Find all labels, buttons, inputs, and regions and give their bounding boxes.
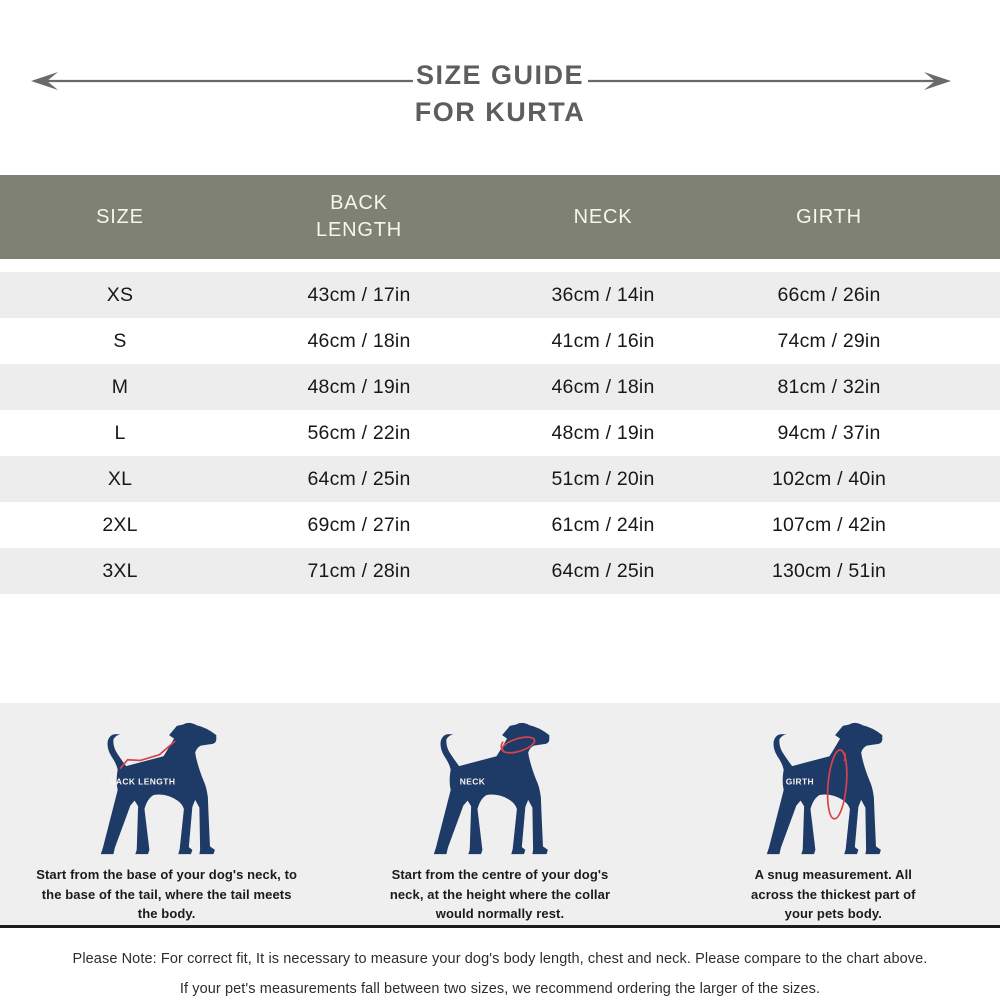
back-length-cell: 69cm / 27in: [307, 513, 411, 536]
table-row-s: [0, 318, 1000, 364]
guide-neck: [333, 716, 666, 925]
column-header-size: [0, 204, 240, 231]
back-length-cell: 43cm / 17in: [307, 283, 411, 306]
size-cell: 2XL: [102, 513, 138, 536]
size-cell: XS: [106, 283, 134, 306]
dog-back-length-illustration: [86, 716, 248, 857]
measurement-guide-section: [0, 703, 1000, 925]
back-length-cell: 46cm / 18in: [307, 329, 411, 352]
footer-note: [0, 925, 1000, 1000]
footer-note-line1: Please Note: For correct fit, It is necessary to measure your dog's body length, chest and neck. Please compare to the chart above.: [72, 951, 928, 967]
size-cell: S: [113, 329, 127, 352]
back-length-cell: 64cm / 25in: [307, 467, 411, 490]
size-table: [0, 175, 1000, 594]
table-row-xs: [0, 272, 1000, 318]
size-cell: L: [114, 421, 126, 444]
table-header-row: [0, 175, 1000, 259]
column-header-back-length: [240, 190, 478, 244]
size-cell: XL: [107, 467, 133, 490]
girth-cell: 102cm / 40in: [771, 467, 887, 490]
dog-girth-illustration: [752, 716, 914, 857]
table-row-xl: [0, 456, 1000, 502]
back-length-cell: 71cm / 28in: [307, 559, 411, 582]
column-header-neck: [478, 204, 728, 231]
neck-cell: 41cm / 16in: [551, 329, 655, 352]
header-gap: [0, 259, 1000, 272]
dog-silhouette-icon: [767, 723, 883, 854]
guide-back-length: [0, 716, 333, 925]
guide-description-back-length: Start from the base of your dog's neck, to the base of the tail, where the tail meets the body.: [36, 867, 298, 921]
column-header-girth-label: GIRTH: [796, 205, 862, 228]
girth-cell: 130cm / 51in: [771, 559, 887, 582]
table-body: [0, 272, 1000, 594]
girth-cell: 74cm / 29in: [777, 329, 881, 352]
column-header-neck-label: NECK: [573, 205, 633, 228]
neck-cell: 64cm / 25in: [551, 559, 655, 582]
guide-description-neck: Start from the centre of your dog's neck, at the height where the collar would normally rest.: [389, 867, 611, 921]
page-title: [0, 57, 1000, 131]
girth-cell: 107cm / 42in: [771, 513, 887, 536]
neck-cell: 48cm / 19in: [551, 421, 655, 444]
page-title-line1: SIZE GUIDE: [415, 60, 585, 90]
back-length-cell: 56cm / 22in: [307, 421, 411, 444]
dog-label-neck: NECK: [459, 776, 486, 787]
size-cell: 3XL: [102, 559, 138, 582]
girth-cell: 94cm / 37in: [777, 421, 881, 444]
page-title-line2: FOR KURTA: [414, 97, 586, 127]
table-row-m: [0, 364, 1000, 410]
table-row-2xl: [0, 502, 1000, 548]
column-header-size-label: SIZE: [96, 205, 144, 228]
column-header-girth: [728, 204, 1000, 231]
neck-cell: 36cm / 14in: [551, 283, 655, 306]
neck-cell: 51cm / 20in: [551, 467, 655, 490]
guide-girth: [667, 716, 1000, 925]
guide-description-girth: A snug measurement. All across the thickest part of your pets body.: [751, 867, 916, 921]
dog-label-back-length: BACK LENGTH: [108, 776, 176, 787]
table-row-l: [0, 410, 1000, 456]
neck-cell: 61cm / 24in: [551, 513, 655, 536]
size-cell: M: [111, 375, 129, 398]
dog-silhouette-icon: [100, 723, 216, 854]
right-arrow-icon: [588, 70, 952, 92]
title-block: [0, 0, 1000, 175]
dog-neck-illustration: [419, 716, 581, 857]
table-row-3xl: [0, 548, 1000, 594]
dog-silhouette-icon: [434, 723, 550, 854]
column-header-back-length-label: BACK LENGTH: [316, 192, 402, 241]
footer-note-line2: If your pet's measurements fall between two sizes, we recommend ordering the larger of the sizes.: [179, 981, 821, 997]
spacer: [0, 594, 1000, 703]
neck-cell: 46cm / 18in: [551, 375, 655, 398]
girth-cell: 81cm / 32in: [777, 375, 881, 398]
dog-label-girth: GIRTH: [786, 776, 815, 787]
girth-cell: 66cm / 26in: [777, 283, 881, 306]
back-length-cell: 48cm / 19in: [307, 375, 411, 398]
